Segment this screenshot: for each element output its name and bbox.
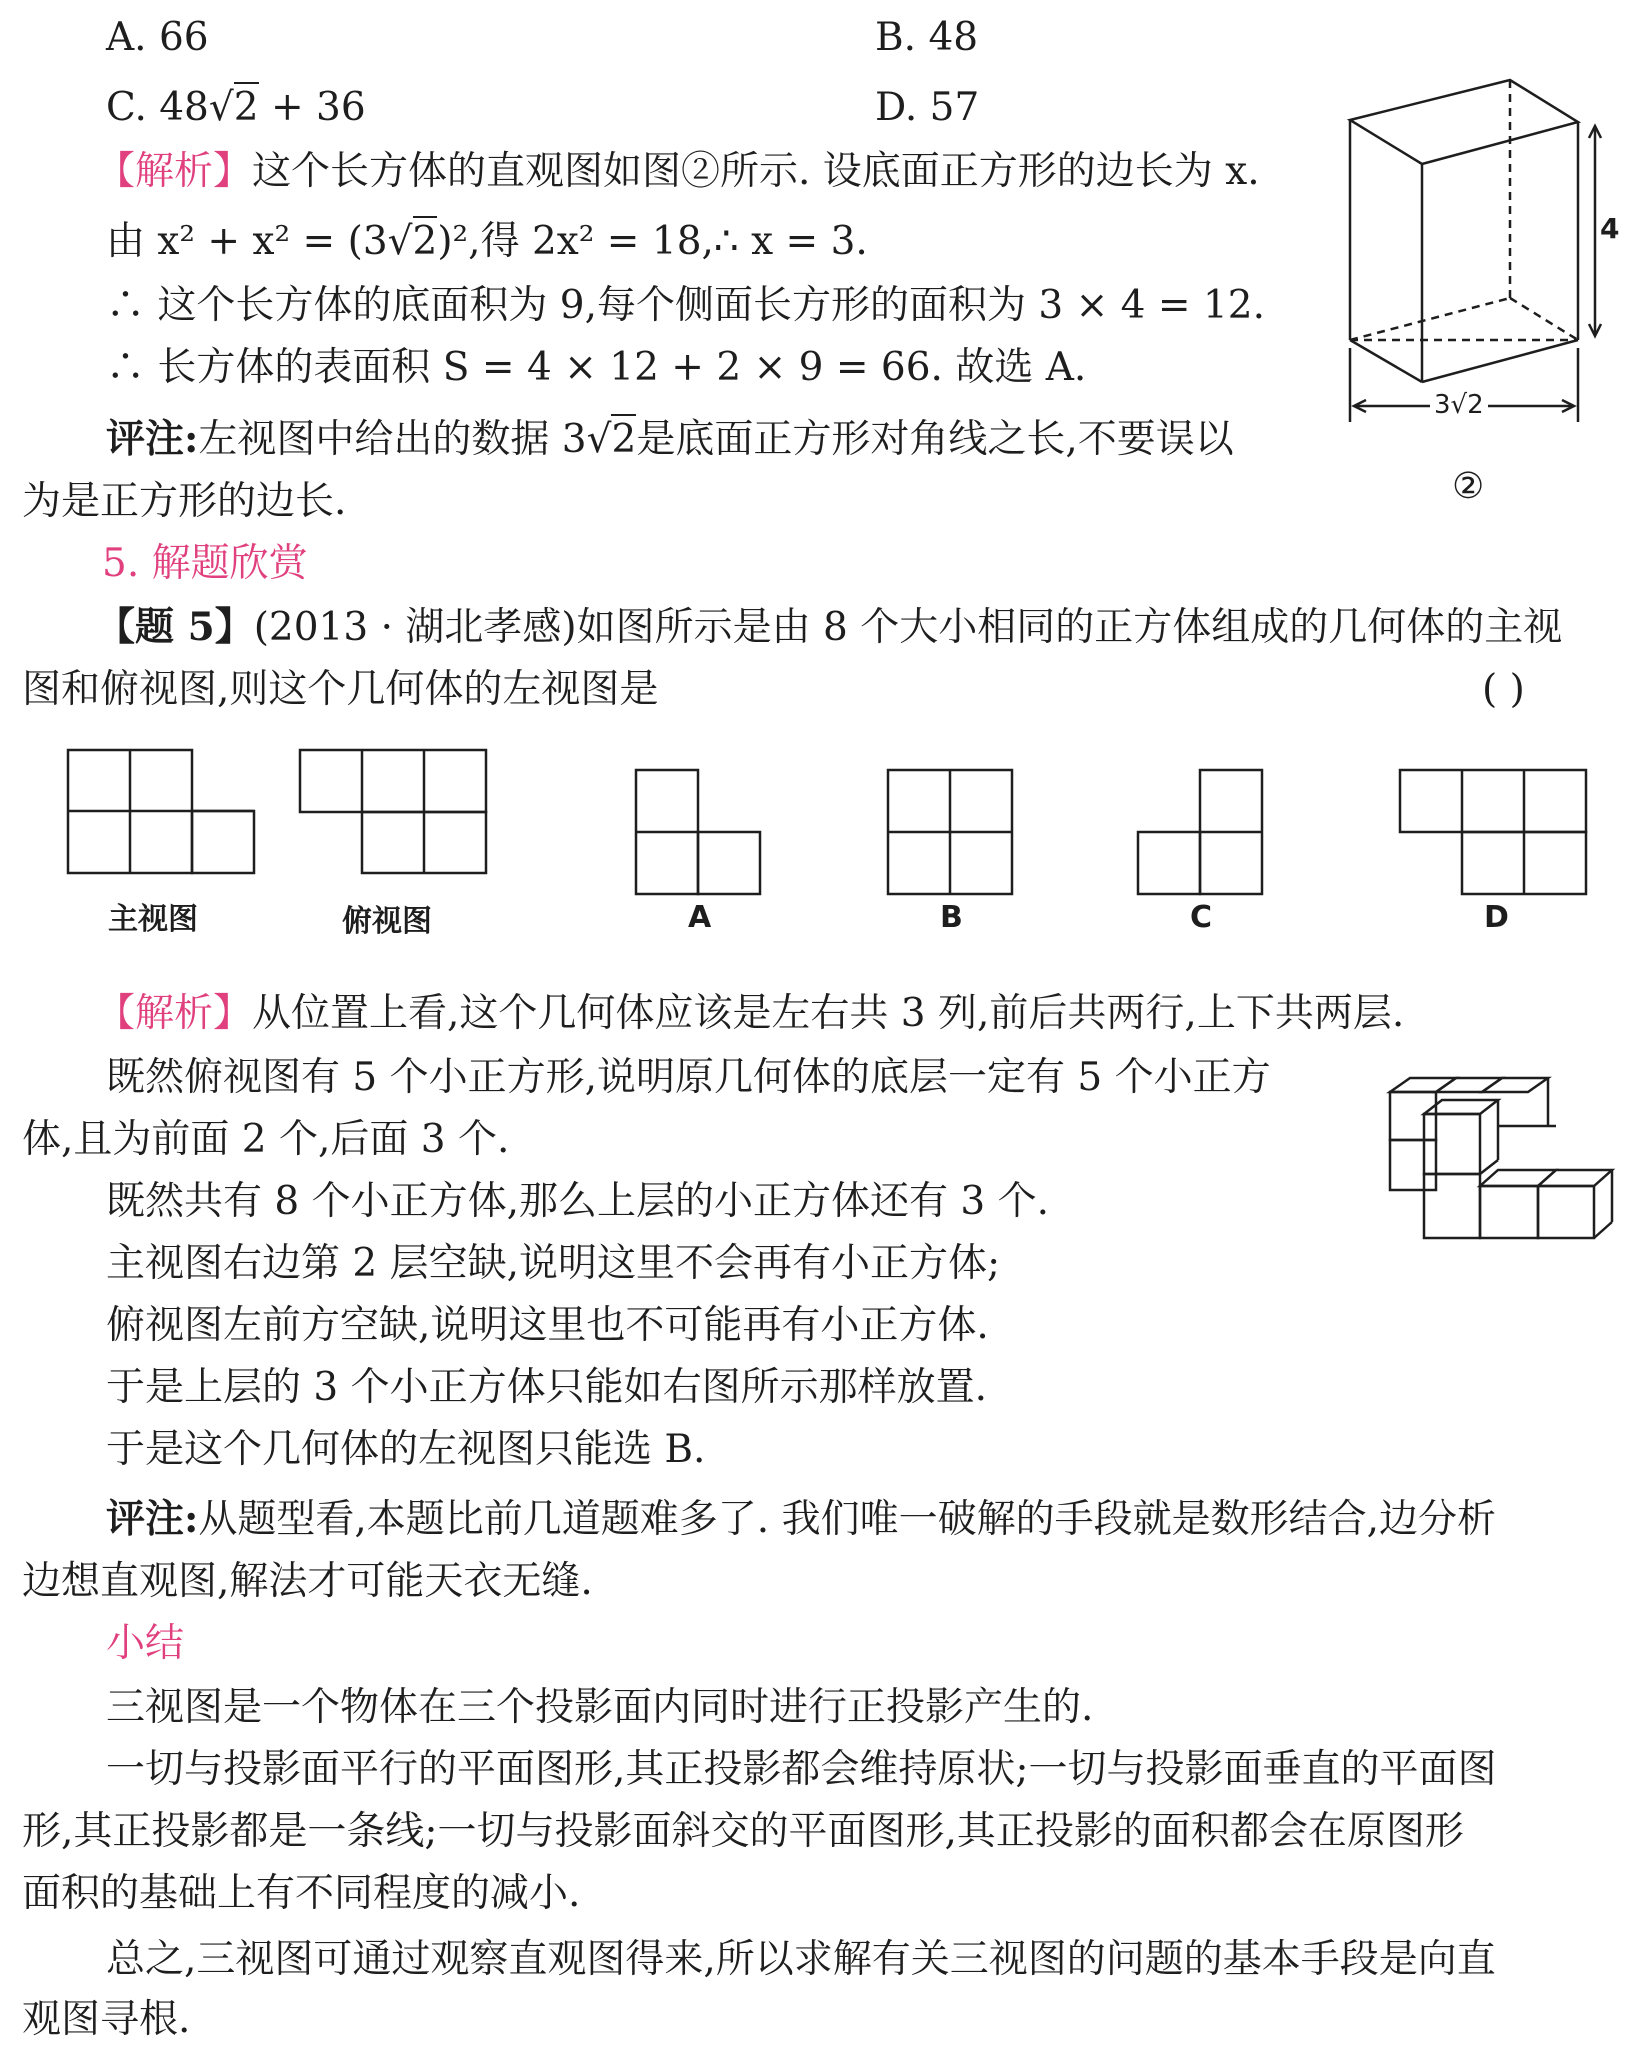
analysis1-line2: 由 x² + x² = (3√ 2)²,得 2x² = 18,∴ x = 3. xyxy=(106,222,868,261)
choice-c-figure xyxy=(1138,770,1268,896)
option-a: A. 66 xyxy=(106,15,209,60)
option-d: D. 57 xyxy=(875,85,980,130)
choice-a-figure xyxy=(636,770,766,896)
summary-p3-line2: 观图寻根. xyxy=(22,1997,191,2042)
analysis2-line8: 于是这个几何体的左视图只能选 B. xyxy=(106,1427,706,1472)
figure2-caption: ② xyxy=(1452,466,1485,507)
analysis1-line3: ∴ 这个长方体的底面积为 9,每个侧面长方形的面积为 3 × 4 = 12. xyxy=(106,283,1265,328)
note2-line1: 评注:从题型看,本题比前几道题难多了. 我们唯一破解的手段就是数形结合,边分析 xyxy=(106,1496,1496,1542)
cuboid-height-label: 4 xyxy=(1600,212,1620,245)
summary-p1: 三视图是一个物体在三个投影面内同时进行正投影产生的. xyxy=(106,1685,1094,1730)
top-view-label: 俯视图 xyxy=(342,904,432,939)
problem5-line2: 图和俯视图,则这个几何体的左视图是 xyxy=(22,667,659,712)
analysis1-line1: 【解析】这个长方体的直观图如图②所示. 设底面正方形的边长为 x. xyxy=(96,149,1260,194)
choice-a-label: A xyxy=(688,900,712,935)
problem5-line1: 【题 5】(2013 · 湖北孝感)如图所示是由 8 个大小相同的正方体组成的几何体的主视 xyxy=(96,604,1563,650)
analysis2-line6: 俯视图左前方空缺,说明这里也不可能再有小正方体. xyxy=(106,1303,989,1348)
option-c: C. 48√ 2 + 36 xyxy=(106,88,366,127)
note1-line2: 为是正方形的边长. xyxy=(22,479,347,524)
front-view-label: 主视图 xyxy=(108,902,198,937)
analysis2-line1: 【解析】从位置上看,这个几何体应该是左右共 3 列,前后共两行,上下共两层. xyxy=(96,991,1405,1036)
analysis2-line2: 既然俯视图有 5 个小正方形,说明原几何体的底层一定有 5 个小正方 xyxy=(106,1055,1271,1100)
summary-p2-line2: 形,其正投影都是一条线;一切与投影面斜交的平面图形,其正投影的面积都会在原图形 xyxy=(22,1809,1464,1854)
summary-p3-line1: 总之,三视图可通过观察直观图得来,所以求解有关三视图的问题的基本手段是向直 xyxy=(106,1937,1496,1982)
option-b: B. 48 xyxy=(875,15,979,60)
note1-line1: 评注:左视图中给出的数据 3√ 2是底面正方形对角线之长,不要误以 xyxy=(106,420,1234,459)
analysis2-line7: 于是上层的 3 个小正方体只能如右图所示那样放置. xyxy=(106,1365,988,1410)
top-view-figure xyxy=(300,750,490,875)
front-view-figure xyxy=(68,750,258,875)
section5-heading: 5. 解题欣赏 xyxy=(102,541,308,586)
analysis2-line3: 体,且为前面 2 个,后面 3 个. xyxy=(22,1117,510,1162)
choice-d-label: D xyxy=(1484,900,1509,935)
note2-line2: 边想直观图,解法才可能天衣无缝. xyxy=(22,1559,593,1604)
analysis1-line4: ∴ 长方体的表面积 S = 4 × 12 + 2 × 9 = 66. 故选 A. xyxy=(106,345,1087,390)
answer-blank: ( ) xyxy=(1482,667,1525,712)
summary-p2-line3: 面积的基础上有不同程度的减小. xyxy=(22,1871,581,1916)
choice-c-label: C xyxy=(1190,900,1213,935)
summary-heading: 小结 xyxy=(106,1621,185,1666)
choice-b-label: B xyxy=(940,900,963,935)
analysis2-line5: 主视图右边第 2 层空缺,说明这里不会再有小正方体; xyxy=(106,1241,1001,1286)
analysis2-line4: 既然共有 8 个小正方体,那么上层的小正方体还有 3 个. xyxy=(106,1179,1050,1224)
cuboid-figure xyxy=(1330,70,1630,430)
choice-b-figure xyxy=(888,770,1018,896)
summary-p2-line1: 一切与投影面平行的平面图形,其正投影都会维持原状;一切与投影面垂直的平面图 xyxy=(106,1747,1497,1792)
cube-assembly-figure xyxy=(1380,1070,1630,1260)
choice-d-figure xyxy=(1400,770,1590,896)
cuboid-width-label: 3√2 xyxy=(1430,390,1488,420)
